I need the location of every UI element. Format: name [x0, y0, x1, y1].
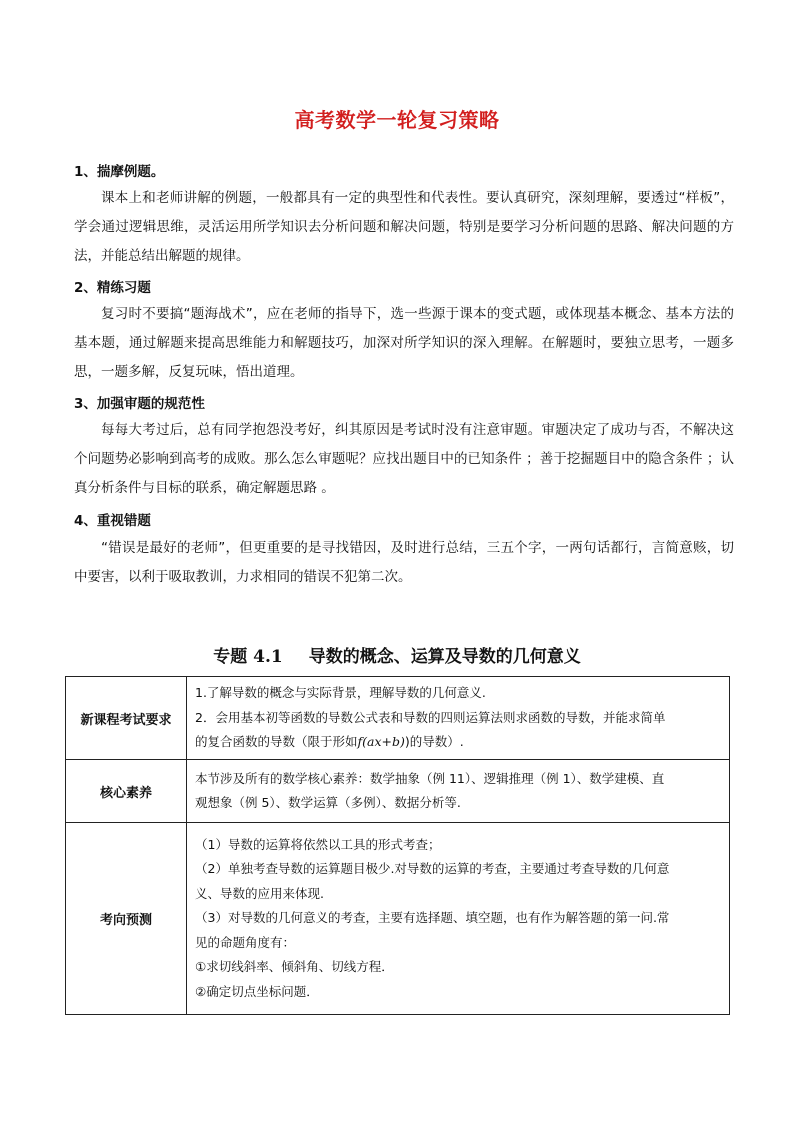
section-body-2: 复习时不要搞“题海战术”，应在老师的指导下，选一些源于课本的变式题，或体现基本概念、基本方法的基本题，通过解题来提高思维能力和解题技巧，加深对所学知识的深入理解。在解题时，要独立思考，一题多思，一题多解，反复玩味，悟出道理。: [74, 306, 734, 380]
table-row: [66, 760, 730, 823]
row-label-requirements: 新课程考试要求: [66, 677, 187, 760]
section-body-1: 课本上和老师讲解的例题，一般都具有一定的典型性和代表性。要认真研究，深刻理解，要透过“样板”，学会通过逻辑思维，灵活运用所学知识去分析问题和解决问题，特别是要学习分析问题的思路、解决问题的方法，并能总结出解题的规律。: [74, 190, 734, 264]
row-content-prediction: [187, 823, 730, 1015]
requirement-line-1: 1.了解导数的概念与实际背景，理解导数的几何意义.: [195, 685, 486, 701]
prediction-line-4: （3）对导数的几何意义的考查，主要有选择题、填空题，也有作为解答题的第一问.常: [195, 910, 670, 926]
table-row: [66, 677, 730, 760]
row-label-prediction: 考向预测: [66, 823, 187, 1015]
section-body-3: 每每大考过后，总有同学抱怨没考好，纠其原因是考试时没有注意审题。审题决定了成功与否，不解决这个问题势必影响到高考的成败。那么怎么审题呢？应找出题目中的已知条件 ；善于挖掘题目中的隐含条件 ；认真分析条件与目标的联系，确定解题思路 。: [74, 422, 734, 496]
section-heading-1: 1、揣摩例题。: [74, 164, 165, 180]
section-heading-4: 4、重视错题: [74, 513, 151, 529]
table-row: [66, 823, 730, 1015]
row-content-core-literacy: [187, 760, 730, 823]
row-label-core-literacy: 核心素养: [66, 760, 187, 823]
section-heading-3: 3、加强审题的规范性: [74, 396, 205, 412]
prediction-line-1: （1）导数的运算将依然以工具的形式考查；: [195, 836, 441, 852]
requirement-text-prefix: 的复合函数的导数（限于形如: [195, 734, 358, 750]
prediction-line-2: （2）单独考查导数的运算题目极少.对导数的运算的考查，主要通过考查导数的几何意: [195, 861, 670, 877]
formula-fax-b: f(ax+b): [357, 734, 405, 750]
prediction-line-7: ②确定切点坐标问题．: [195, 983, 319, 999]
page-title: 高考数学一轮复习策略: [294, 108, 500, 132]
row-content-requirements: [187, 677, 730, 760]
literacy-line-2: 观想象（例 5）、数学运算（多例）、数据分析等.: [195, 795, 461, 810]
prediction-line-5: 见的命题角度有：: [195, 934, 296, 950]
requirement-line-3: [195, 730, 721, 755]
prediction-line-6: ①求切线斜率、倾斜角、切线方程．: [195, 959, 394, 975]
topic-heading: [0, 642, 794, 667]
topic-title-text: 导数的概念、运算及导数的几何意义: [308, 647, 581, 667]
requirements-table: [65, 676, 730, 1015]
section-body-4: “错误是最好的老师”，但更重要的是寻找错因，及时进行总结，三五个字，一两句话都行，言简意赅，切中要害，以利于吸取教训，力求相同的错误不犯第二次。: [74, 540, 734, 585]
requirement-text-suffix: )的导数）.: [404, 734, 464, 750]
prediction-line-3: 义、导数的应用来体现.: [195, 885, 324, 901]
literacy-line-1: 本节涉及所有的数学核心素养：数学抽象（例 11）、逻辑推理（例 1）、数学建模、直: [195, 770, 665, 786]
section-heading-2: 2、精练习题: [74, 280, 151, 296]
topic-number: 专题 4.1: [213, 647, 283, 667]
requirement-line-2: 2．会用基本初等函数的导数公式表和导数的四则运算法则求函数的导数，并能求简单: [195, 709, 666, 725]
